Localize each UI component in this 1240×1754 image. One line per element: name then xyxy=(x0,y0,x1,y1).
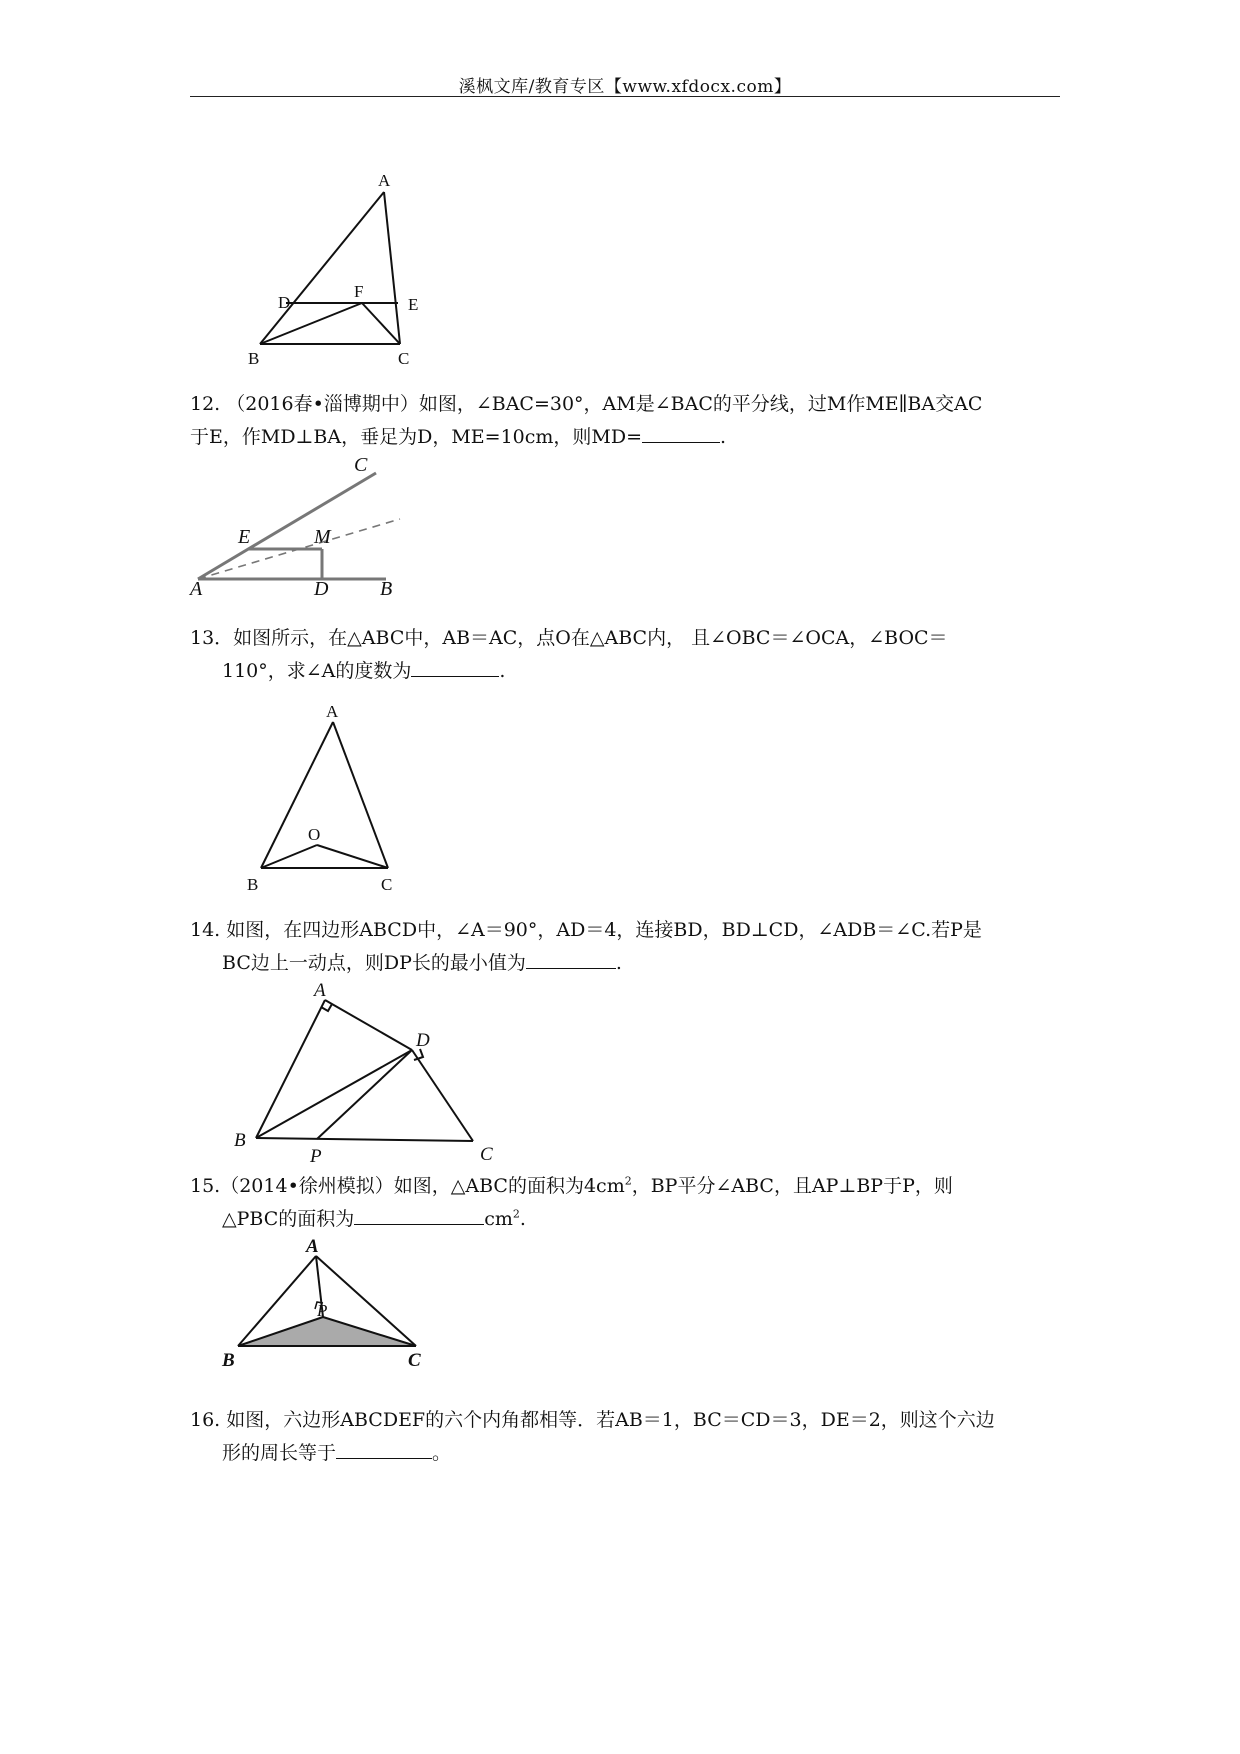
question-14-line-1: 14. 如图，在四边形ABCD中，∠A＝90°，AD＝4，连接BD，BD⊥CD，∠ADB＝∠C.若P是 xyxy=(190,919,982,941)
figure-14 xyxy=(230,980,510,1170)
figure-12 xyxy=(190,455,420,605)
question-12-line-2 xyxy=(190,421,1070,454)
question-14 xyxy=(190,914,1070,980)
label-B: B xyxy=(222,1350,235,1371)
question-16-end: 。 xyxy=(432,1442,452,1464)
question-14-end: . xyxy=(615,952,622,974)
question-13-line-2 xyxy=(190,655,1070,688)
label-O: O xyxy=(308,825,321,844)
label-A: A xyxy=(190,578,203,600)
superscript-2: 2 xyxy=(512,1207,520,1221)
label-P: P xyxy=(310,1146,322,1167)
label-D: D xyxy=(314,578,329,600)
label-A: A xyxy=(378,171,391,190)
question-16-line-1: 16. 如图，六边形ABCDEF的六个内角都相等．若AB＝1，BC＝CD＝3，DE＝2，则这个六边 xyxy=(190,1409,995,1431)
answer-blank-15[interactable] xyxy=(354,1206,484,1225)
question-15-unit: cm xyxy=(484,1208,513,1230)
label-B: B xyxy=(380,578,393,600)
question-14-line-2 xyxy=(190,947,1070,980)
label-C: C xyxy=(398,349,410,368)
question-15-line-1 xyxy=(190,1170,1070,1203)
label-B: B xyxy=(248,349,260,368)
question-13-text: 110°，求∠A的度数为 xyxy=(222,660,412,682)
page-header: 溪枫文库/教育专区【www.xfdocx.com】 xyxy=(458,77,792,97)
question-15-text-a: 15.（2014•徐州模拟）如图，△ABC的面积为4cm xyxy=(190,1175,625,1197)
label-C: C xyxy=(381,875,393,894)
label-B: B xyxy=(247,875,259,894)
question-16 xyxy=(190,1404,1070,1470)
label-M: M xyxy=(314,526,331,548)
question-16-text: 形的周长等于 xyxy=(222,1442,337,1464)
label-E: E xyxy=(238,526,251,548)
label-A: A xyxy=(326,702,339,721)
answer-blank-16[interactable] xyxy=(336,1440,432,1459)
label-D: D xyxy=(416,1030,430,1051)
question-12-text: 于E，作MD⊥BA，垂足为D，ME=10cm，则MD= xyxy=(190,426,643,448)
question-12-line-1: 12. （2016春•淄博期中）如图，∠BAC=30°，AM是∠BAC的平分线，过M作ME∥BA交AC xyxy=(190,393,983,415)
label-P: P xyxy=(317,1301,328,1320)
answer-blank-13[interactable] xyxy=(411,658,499,677)
question-15 xyxy=(190,1170,1070,1236)
figure-15 xyxy=(220,1236,440,1380)
question-13 xyxy=(190,622,1070,688)
question-12 xyxy=(190,388,1070,454)
label-A: A xyxy=(306,1236,319,1257)
question-15-text-b: ，BP平分∠ABC，且AP⊥BP于P，则 xyxy=(631,1175,953,1197)
question-15-text: △PBC的面积为 xyxy=(222,1208,355,1230)
question-15-end: . xyxy=(519,1208,526,1230)
question-15-line-2 xyxy=(190,1203,1070,1236)
answer-blank-12[interactable] xyxy=(642,424,720,443)
label-B: B xyxy=(234,1130,246,1151)
question-12-end: . xyxy=(720,426,727,448)
question-14-text: BC边上一动点，则DP长的最小值为 xyxy=(222,952,526,974)
question-13-line-1: 13．如图所示，在△ABC中，AB＝AC，点O在△ABC内， 且∠OBC＝∠OCA，∠BOC＝ xyxy=(190,627,948,649)
superscript-2: 2 xyxy=(624,1174,632,1188)
question-16-line-2 xyxy=(190,1437,1070,1470)
label-A: A xyxy=(314,980,326,1001)
label-C: C xyxy=(480,1144,493,1165)
label-C: C xyxy=(354,454,368,476)
figure-11 xyxy=(240,170,440,370)
label-C: C xyxy=(408,1350,421,1371)
label-D: D xyxy=(278,293,291,312)
figure-13 xyxy=(245,700,405,900)
answer-blank-14[interactable] xyxy=(526,950,616,969)
header-rule xyxy=(190,96,1060,97)
question-13-end: . xyxy=(499,660,506,682)
label-E: E xyxy=(408,295,419,314)
label-F: F xyxy=(354,282,364,301)
